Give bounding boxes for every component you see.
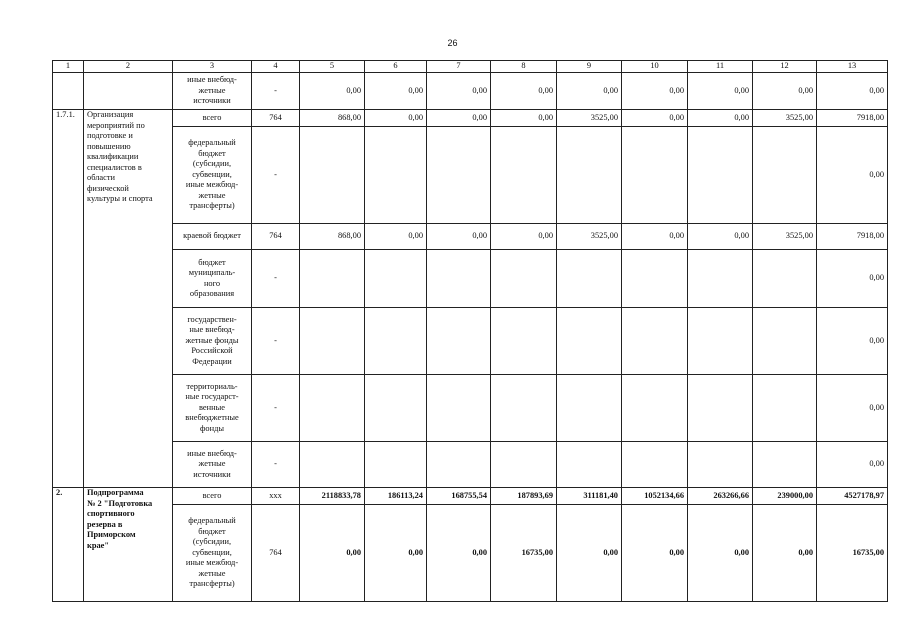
value-cell-col-9: [557, 442, 622, 488]
value-cell-col-12: [753, 375, 817, 442]
table-row: [53, 488, 888, 505]
value-cell-col-11: 0,00: [688, 110, 753, 127]
column-header-8: 8: [491, 61, 557, 73]
value-cell-col-5: [300, 308, 365, 375]
funding-source: иные внебюд- жетные источники: [173, 442, 252, 488]
value-cell-col-9: [557, 127, 622, 224]
value-cell-col-8: [491, 442, 557, 488]
value-cell-col-10: 0,00: [622, 73, 688, 110]
value-cell-col-5: 868,00: [300, 110, 365, 127]
value-cell-col-11: [688, 375, 753, 442]
value-cell-col-10: 0,00: [622, 505, 688, 602]
table-row: [53, 73, 888, 110]
item-number: [53, 73, 84, 110]
value-cell-col-6: 0,00: [365, 110, 427, 127]
value-cell-col-8: [491, 127, 557, 224]
budget-code: -: [252, 375, 300, 442]
value-cell-col-10: 0,00: [622, 224, 688, 250]
table-row: [53, 224, 888, 250]
column-header-2: 2: [84, 61, 173, 73]
column-header-3: 3: [173, 61, 252, 73]
value-cell-col-8: [491, 250, 557, 308]
value-cell-col-12: [753, 127, 817, 224]
value-cell-col-8: 0,00: [491, 110, 557, 127]
value-cell-col-11: 263266,66: [688, 488, 753, 505]
table-row: [53, 110, 888, 127]
value-cell-col-11: 0,00: [688, 505, 753, 602]
column-header-12: 12: [753, 61, 817, 73]
item-number: 2.: [53, 488, 84, 602]
value-cell-col-11: [688, 250, 753, 308]
value-cell-col-5: 2118833,78: [300, 488, 365, 505]
value-cell-col-10: [622, 375, 688, 442]
value-cell-col-12: [753, 308, 817, 375]
table-row: [53, 308, 888, 375]
value-cell-col-9: 3525,00: [557, 110, 622, 127]
value-cell-col-12: [753, 250, 817, 308]
funding-source: всего: [173, 110, 252, 127]
value-cell-col-6: 0,00: [365, 73, 427, 110]
value-cell-col-6: [365, 250, 427, 308]
value-cell-col-12: 0,00: [753, 505, 817, 602]
budget-code: -: [252, 250, 300, 308]
value-cell-col-13: 7918,00: [817, 110, 888, 127]
value-cell-col-12: 239000,00: [753, 488, 817, 505]
value-cell-col-13: 0,00: [817, 308, 888, 375]
value-cell-col-11: 0,00: [688, 73, 753, 110]
value-cell-col-13: 0,00: [817, 375, 888, 442]
value-cell-col-10: 1052134,66: [622, 488, 688, 505]
item-name: [84, 73, 173, 110]
value-cell-col-13: 0,00: [817, 73, 888, 110]
value-cell-col-12: 3525,00: [753, 224, 817, 250]
value-cell-col-12: 3525,00: [753, 110, 817, 127]
budget-code: 764: [252, 505, 300, 602]
value-cell-col-7: 0,00: [427, 110, 491, 127]
value-cell-col-8: [491, 308, 557, 375]
value-cell-col-6: [365, 442, 427, 488]
value-cell-col-5: 0,00: [300, 73, 365, 110]
value-cell-col-6: 186113,24: [365, 488, 427, 505]
value-cell-col-13: 16735,00: [817, 505, 888, 602]
item-number: 1.7.1.: [53, 110, 84, 488]
column-header-4: 4: [252, 61, 300, 73]
budget-code: -: [252, 73, 300, 110]
column-header-6: 6: [365, 61, 427, 73]
funding-source: территориаль- ные государст- венные внебюджетные фонды: [173, 375, 252, 442]
budget-code: -: [252, 308, 300, 375]
value-cell-col-13: 4527178,97: [817, 488, 888, 505]
header-row: [53, 61, 888, 73]
value-cell-col-9: [557, 375, 622, 442]
value-cell-col-9: 0,00: [557, 73, 622, 110]
table-row: [53, 442, 888, 488]
page-number: 26: [447, 38, 458, 48]
budget-code: -: [252, 127, 300, 224]
column-header-1: 1: [53, 61, 84, 73]
value-cell-col-6: 0,00: [365, 224, 427, 250]
value-cell-col-7: [427, 308, 491, 375]
item-name: Подпрограмма № 2 "Подготовка спортивного резерва в Приморском крае": [84, 488, 173, 602]
value-cell-col-8: [491, 375, 557, 442]
value-cell-col-8: 16735,00: [491, 505, 557, 602]
value-cell-col-13: 7918,00: [817, 224, 888, 250]
budget-code: ххх: [252, 488, 300, 505]
column-header-9: 9: [557, 61, 622, 73]
value-cell-col-13: 0,00: [817, 127, 888, 224]
value-cell-col-5: 868,00: [300, 224, 365, 250]
value-cell-col-6: [365, 308, 427, 375]
value-cell-col-7: [427, 442, 491, 488]
table-row: [53, 505, 888, 602]
value-cell-col-7: 0,00: [427, 224, 491, 250]
value-cell-col-5: 0,00: [300, 505, 365, 602]
value-cell-col-11: [688, 442, 753, 488]
value-cell-col-5: [300, 250, 365, 308]
column-header-5: 5: [300, 61, 365, 73]
value-cell-col-7: [427, 250, 491, 308]
funding-source: всего: [173, 488, 252, 505]
value-cell-col-8: 187893,69: [491, 488, 557, 505]
table-row: [53, 250, 888, 308]
value-cell-col-7: [427, 375, 491, 442]
column-header-11: 11: [688, 61, 753, 73]
funding-source: бюджет муниципаль- ного образования: [173, 250, 252, 308]
item-name: Организация мероприятий по подготовке и повышению квалификации специалистов в области физической культуры и спорта: [84, 110, 173, 488]
table-body: [53, 61, 888, 602]
budget-code: -: [252, 442, 300, 488]
value-cell-col-11: 0,00: [688, 224, 753, 250]
value-cell-col-9: 3525,00: [557, 224, 622, 250]
funding-source: государствен- ные внебюд- жетные фонды Российской Федерации: [173, 308, 252, 375]
value-cell-col-8: 0,00: [491, 224, 557, 250]
value-cell-col-7: 0,00: [427, 73, 491, 110]
funding-source: иные внебюд- жетные источники: [173, 73, 252, 110]
value-cell-col-13: 0,00: [817, 250, 888, 308]
column-header-10: 10: [622, 61, 688, 73]
value-cell-col-6: [365, 375, 427, 442]
value-cell-col-7: [427, 127, 491, 224]
value-cell-col-12: 0,00: [753, 73, 817, 110]
value-cell-col-9: [557, 250, 622, 308]
value-cell-col-7: 168755,54: [427, 488, 491, 505]
value-cell-col-5: [300, 127, 365, 224]
value-cell-col-10: [622, 442, 688, 488]
value-cell-col-11: [688, 308, 753, 375]
value-cell-col-9: 0,00: [557, 505, 622, 602]
value-cell-col-10: [622, 250, 688, 308]
value-cell-col-10: [622, 127, 688, 224]
funding-source: федеральный бюджет (субсидии, субвенции, иные межбюд- жетные трансферты): [173, 505, 252, 602]
value-cell-col-13: 0,00: [817, 442, 888, 488]
value-cell-col-10: [622, 308, 688, 375]
value-cell-col-10: 0,00: [622, 110, 688, 127]
funding-source: федеральный бюджет (субсидии, субвенции, иные межбюд- жетные трансферты): [173, 127, 252, 224]
column-header-13: 13: [817, 61, 888, 73]
value-cell-col-5: [300, 375, 365, 442]
value-cell-col-6: 0,00: [365, 505, 427, 602]
budget-code: 764: [252, 110, 300, 127]
value-cell-col-8: 0,00: [491, 73, 557, 110]
table-row: [53, 375, 888, 442]
value-cell-col-11: [688, 127, 753, 224]
budget-code: 764: [252, 224, 300, 250]
budget-table: [52, 60, 888, 602]
value-cell-col-12: [753, 442, 817, 488]
value-cell-col-9: 311181,40: [557, 488, 622, 505]
table-row: [53, 127, 888, 224]
column-header-7: 7: [427, 61, 491, 73]
funding-source: краевой бюджет: [173, 224, 252, 250]
value-cell-col-6: [365, 127, 427, 224]
value-cell-col-7: 0,00: [427, 505, 491, 602]
value-cell-col-5: [300, 442, 365, 488]
value-cell-col-9: [557, 308, 622, 375]
